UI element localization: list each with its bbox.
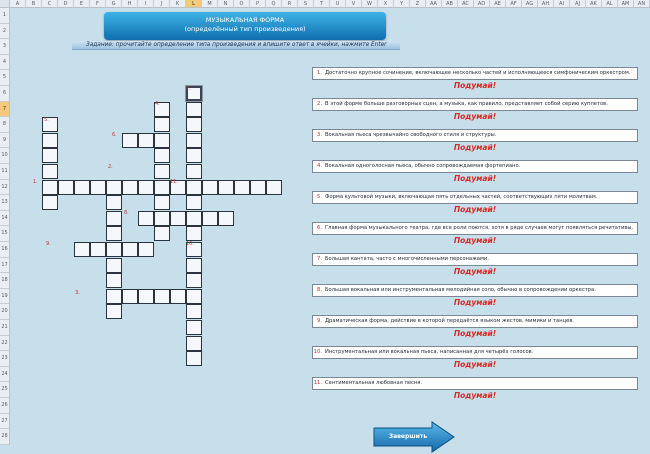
- think-feedback: Подумай!: [453, 236, 497, 245]
- crossword-cell[interactable]: [186, 211, 202, 226]
- crossword-cell[interactable]: [154, 180, 170, 195]
- crossword-cell[interactable]: [106, 195, 122, 210]
- crossword-cell[interactable]: [42, 180, 58, 195]
- column-header[interactable]: U: [330, 0, 346, 8]
- column-header[interactable]: G: [106, 0, 122, 8]
- crossword-cell[interactable]: [170, 211, 186, 226]
- column-header[interactable]: O: [234, 0, 250, 8]
- clue-number: 4.: [317, 163, 322, 169]
- column-header[interactable]: J: [154, 0, 170, 8]
- crossword-cell[interactable]: [138, 211, 154, 226]
- clue-number-label: 7.: [186, 86, 191, 92]
- clue-number: 7.: [317, 256, 322, 262]
- row-header[interactable]: 24: [0, 367, 10, 383]
- crossword-cell[interactable]: [234, 180, 250, 195]
- crossword-cell[interactable]: [58, 180, 74, 195]
- crossword-cell[interactable]: [218, 180, 234, 195]
- clue-number-label: 1.: [33, 179, 38, 185]
- column-header[interactable]: AI: [554, 0, 570, 8]
- crossword-cell[interactable]: [186, 258, 202, 273]
- clue-item: [312, 284, 638, 297]
- crossword-cell[interactable]: [250, 180, 266, 195]
- column-header[interactable]: Q: [266, 0, 282, 8]
- think-feedback: Подумай!: [453, 143, 497, 152]
- column-header[interactable]: X: [378, 0, 394, 8]
- column-header[interactable]: P: [250, 0, 266, 8]
- clue-number: 6.: [317, 225, 322, 231]
- crossword-cell[interactable]: [106, 211, 122, 226]
- crossword-cell[interactable]: [106, 258, 122, 273]
- clue-number-label: 9.: [46, 241, 51, 247]
- clue-item: [312, 160, 638, 173]
- clue-text: Главная форма музыкального театра, где все роли поются, хотя в ряде случаев могут появляться речитативы.: [325, 225, 634, 231]
- column-header[interactable]: D: [58, 0, 74, 8]
- row-header[interactable]: 1: [0, 8, 10, 24]
- clue-text: Форма культовой музыки, включающая пять отдельных частей, соответствующих пяти молитвам.: [325, 194, 598, 200]
- row-header[interactable]: 5: [0, 70, 10, 86]
- row-header[interactable]: 4: [0, 55, 10, 71]
- column-header[interactable]: A: [10, 0, 26, 8]
- column-header[interactable]: T: [314, 0, 330, 8]
- title-line-1: МУЗЫКАЛЬНАЯ ФОРМА: [205, 16, 285, 24]
- crossword-cell[interactable]: [106, 226, 122, 241]
- crossword-cell[interactable]: [186, 226, 202, 241]
- crossword-cell[interactable]: [74, 180, 90, 195]
- crossword-cell[interactable]: [154, 117, 170, 132]
- column-header[interactable]: E: [74, 0, 90, 8]
- clue-item: [312, 67, 638, 80]
- think-feedback: Подумай!: [453, 391, 497, 400]
- clue-item: [312, 129, 638, 142]
- think-feedback: Подумай!: [453, 267, 497, 276]
- crossword-cell[interactable]: [154, 164, 170, 179]
- row-header[interactable]: 21: [0, 320, 10, 336]
- column-header[interactable]: W: [362, 0, 378, 8]
- row-header[interactable]: 22: [0, 336, 10, 352]
- clue-text: Большая вокальная или инструментальная мелодийная соло, обычно в сопровождении оркестра.: [325, 287, 596, 293]
- column-header[interactable]: I: [138, 0, 154, 8]
- row-header[interactable]: 2: [0, 24, 10, 40]
- clue-text: Достаточно крупное сочинение, включающее несколько частей и исполняющееся симфоническим оркестром.: [325, 70, 631, 76]
- clue-number-label: 3.: [75, 290, 80, 296]
- column-header[interactable]: AN: [634, 0, 650, 8]
- crossword-cell[interactable]: [186, 133, 202, 148]
- crossword-cell[interactable]: [266, 180, 282, 195]
- title-line-2: (определённый тип произведения): [184, 25, 306, 33]
- think-feedback: Подумай!: [453, 81, 497, 90]
- think-feedback: Подумай!: [453, 112, 497, 121]
- title-banner: [104, 12, 386, 40]
- column-header[interactable]: AD: [474, 0, 490, 8]
- crossword-cell[interactable]: [154, 133, 170, 148]
- crossword-cell[interactable]: [122, 289, 138, 304]
- row-header[interactable]: 16: [0, 242, 10, 258]
- crossword-cell[interactable]: [122, 133, 138, 148]
- column-header[interactable]: AF: [506, 0, 522, 8]
- column-header[interactable]: B: [26, 0, 42, 8]
- clue-text: В этой форме больше разговорных сцен, а музыка, как правило, представляет собой серию куплетов.: [325, 101, 608, 107]
- crossword-cell[interactable]: [154, 211, 170, 226]
- row-header[interactable]: 10: [0, 148, 10, 164]
- clue-item: [312, 346, 638, 359]
- clue-text: Драматическая форма, действие в которой передаётся языком жестов, мимики и танцев.: [325, 318, 575, 324]
- clue-number: 10.: [313, 349, 322, 355]
- crossword-cell[interactable]: [202, 180, 218, 195]
- crossword-cell[interactable]: [106, 304, 122, 319]
- crossword-cell[interactable]: [90, 180, 106, 195]
- crossword-cell[interactable]: [186, 180, 202, 195]
- clue-number: 5.: [317, 194, 322, 200]
- column-header[interactable]: AK: [586, 0, 602, 8]
- column-header[interactable]: L: [186, 0, 202, 8]
- row-header[interactable]: 23: [0, 351, 10, 367]
- finish-button[interactable]: [372, 422, 456, 452]
- crossword-cell[interactable]: [74, 242, 90, 257]
- row-header[interactable]: 8: [0, 117, 10, 133]
- crossword-cell[interactable]: [186, 117, 202, 132]
- clue-number: 8.: [317, 287, 322, 293]
- column-header[interactable]: N: [218, 0, 234, 8]
- clue-text: Большая кантата, часто с многочисленными персонажами.: [325, 256, 489, 262]
- crossword-cell[interactable]: [154, 289, 170, 304]
- crossword-cell[interactable]: [138, 133, 154, 148]
- column-header[interactable]: M: [202, 0, 218, 8]
- think-feedback: Подумай!: [453, 205, 497, 214]
- row-header[interactable]: 3: [0, 39, 10, 55]
- crossword-cell[interactable]: [138, 289, 154, 304]
- row-header[interactable]: 28: [0, 429, 10, 445]
- column-header[interactable]: Z: [410, 0, 426, 8]
- clue-number: 2.: [317, 101, 322, 107]
- clue-number: 3.: [317, 132, 322, 138]
- clue-number-label: 5.: [44, 117, 49, 123]
- clue-text: Вокальная пьеса чрезвычайно свободного стиля и структуры.: [325, 132, 497, 138]
- column-header[interactable]: F: [90, 0, 106, 8]
- clue-item: [312, 253, 638, 266]
- crossword-cell[interactable]: [42, 164, 58, 179]
- crossword-cell[interactable]: [154, 226, 170, 241]
- clue-text: Сентиментальная любовная песня.: [325, 380, 423, 386]
- row-header[interactable]: 11: [0, 164, 10, 180]
- clue-item: [312, 377, 638, 390]
- clue-item: [312, 315, 638, 328]
- crossword-cell[interactable]: [42, 133, 58, 148]
- crossword-cell[interactable]: [186, 164, 202, 179]
- row-header[interactable]: 14: [0, 211, 10, 227]
- crossword-cell[interactable]: [186, 351, 202, 366]
- crossword-cell[interactable]: [218, 211, 234, 226]
- crossword-cell[interactable]: [186, 336, 202, 351]
- column-header[interactable]: C: [42, 0, 58, 8]
- crossword-cell[interactable]: [170, 289, 186, 304]
- row-header[interactable]: 7: [0, 102, 10, 118]
- clue-number: 9.: [317, 318, 322, 324]
- clue-number-label: 6.: [112, 132, 117, 138]
- clue-number-label: 2.: [108, 164, 113, 170]
- think-feedback: Подумай!: [453, 329, 497, 338]
- crossword-cell[interactable]: [122, 242, 138, 257]
- clue-number-label: 8.: [124, 210, 129, 216]
- column-header[interactable]: R: [282, 0, 298, 8]
- row-header[interactable]: 13: [0, 195, 10, 211]
- row-header[interactable]: 25: [0, 382, 10, 398]
- column-header[interactable]: AB: [442, 0, 458, 8]
- crossword-cell[interactable]: [106, 273, 122, 288]
- clue-item: [312, 191, 638, 204]
- column-header[interactable]: AL: [602, 0, 618, 8]
- crossword-cell[interactable]: [138, 242, 154, 257]
- column-header[interactable]: S: [298, 0, 314, 8]
- think-feedback: Подумай!: [453, 174, 497, 183]
- crossword-cell[interactable]: [106, 289, 122, 304]
- row-header[interactable]: 9: [0, 133, 10, 149]
- row-header[interactable]: 15: [0, 226, 10, 242]
- column-header[interactable]: AM: [618, 0, 634, 8]
- row-header[interactable]: 26: [0, 398, 10, 414]
- column-header[interactable]: AH: [538, 0, 554, 8]
- crossword-cell[interactable]: [186, 195, 202, 210]
- crossword-cell[interactable]: [154, 148, 170, 163]
- column-header[interactable]: AA: [426, 0, 442, 8]
- crossword-cell[interactable]: [186, 320, 202, 335]
- crossword-cell[interactable]: [186, 289, 202, 304]
- crossword-cell[interactable]: [122, 180, 138, 195]
- column-header[interactable]: AG: [522, 0, 538, 8]
- clue-number-label: 11.: [170, 179, 178, 185]
- crossword-cell[interactable]: [106, 180, 122, 195]
- row-header[interactable]: 18: [0, 273, 10, 289]
- crossword-cell[interactable]: [106, 242, 122, 257]
- clue-text: Инструментальная или вокальная пьеса, написанная для четырёх голосов.: [325, 349, 534, 355]
- clue-number: 11.: [313, 380, 322, 386]
- clue-text: Вокальная одноголосная пьеса, обычно сопровождаемая фортепиано.: [325, 163, 521, 169]
- crossword-cell[interactable]: [154, 195, 170, 210]
- crossword-cell[interactable]: [42, 148, 58, 163]
- finish-button-label: Завершить: [388, 433, 428, 440]
- select-all-corner[interactable]: [0, 0, 10, 8]
- crossword-cell[interactable]: [138, 180, 154, 195]
- column-header[interactable]: AE: [490, 0, 506, 8]
- row-header[interactable]: 12: [0, 180, 10, 196]
- task-instruction: Задание: прочитайте определение типа произведения и впишите ответ в ячейки, нажмите Enter: [72, 41, 400, 50]
- crossword-cell[interactable]: [186, 273, 202, 288]
- row-header[interactable]: 6: [0, 86, 10, 102]
- row-header[interactable]: 27: [0, 414, 10, 430]
- row-header[interactable]: 19: [0, 289, 10, 305]
- crossword-cell[interactable]: [186, 304, 202, 319]
- clue-number-label: 10.: [186, 241, 194, 247]
- column-header[interactable]: K: [170, 0, 186, 8]
- crossword-cell[interactable]: [186, 148, 202, 163]
- column-header[interactable]: Y: [394, 0, 410, 8]
- think-feedback: Подумай!: [453, 360, 497, 369]
- row-header[interactable]: 17: [0, 258, 10, 274]
- clue-number-label: 4.: [155, 101, 160, 107]
- column-header[interactable]: H: [122, 0, 138, 8]
- column-header[interactable]: AC: [458, 0, 474, 8]
- crossword-cell[interactable]: [90, 242, 106, 257]
- clue-item: [312, 222, 638, 235]
- crossword-cell[interactable]: [186, 102, 202, 117]
- clue-number: 1.: [317, 70, 322, 76]
- crossword-cell[interactable]: [202, 211, 218, 226]
- row-header[interactable]: 20: [0, 304, 10, 320]
- crossword-cell[interactable]: [42, 195, 58, 210]
- think-feedback: Подумай!: [453, 298, 497, 307]
- clue-item: [312, 98, 638, 111]
- column-header[interactable]: AJ: [570, 0, 586, 8]
- column-header[interactable]: V: [346, 0, 362, 8]
